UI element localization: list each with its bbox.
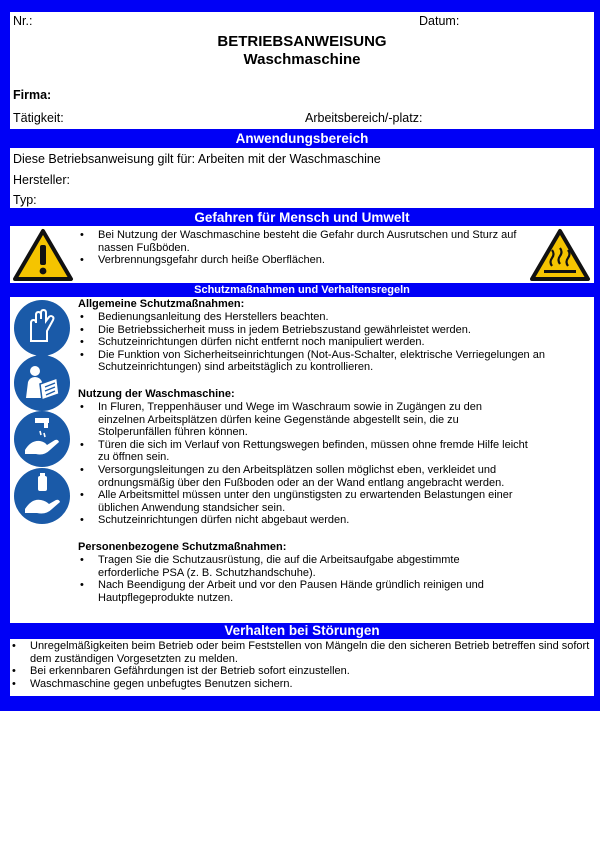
schutz-content	[78, 298, 590, 604]
list-item: • Verbrennungsgefahr durch heiße Oberflächen.	[78, 254, 524, 267]
list-item: • Die Funktion von Sicherheitseinrichtungen (Not-Aus-Schalter, elektrische Verriegelungen an Schutzeinrichtungen) sind arbeitstäglich zu kontrollieren.	[78, 349, 590, 374]
nutzung-list	[78, 401, 590, 527]
list-item: • Unregelmäßigkeiten beim Betrieb oder beim Feststellen von Mängeln die den sicheren Betrieb betreffen sind sofort dem zuständigen Vorgesetzten zu melden.	[10, 640, 590, 665]
list-item: • Bei Nutzung der Waschmaschine besteht die Gefahr durch Ausrutschen und Sturz auf nassen Fußböden.	[78, 229, 524, 254]
allgemeine-list	[78, 311, 590, 374]
hot-surface-warning-icon	[529, 228, 591, 282]
allgemeine-heading: Allgemeine Schutzmaßnahmen:	[78, 298, 245, 310]
list-item: • Türen die sich im Verlauf von Rettungswegen befinden, müssen ohne fremde Hilfe leicht zu öffnen sein.	[78, 439, 590, 464]
list-item: • Bedienungsanleitung des Herstellers beachten.	[78, 311, 590, 324]
hersteller-label: Hersteller:	[13, 173, 70, 187]
wear-gloves-icon	[13, 299, 71, 357]
list-item: • Versorgungsleitungen zu den Arbeitsplätzen sollen möglichst eben, verkleidet und ordnungsmäßig über den Fußboden oder an der Wand entlang angebracht werden.	[78, 464, 590, 489]
list-item: • Schutzeinrichtungen dürfen nicht entfernt noch manipuliert werden.	[78, 336, 590, 349]
read-manual-icon	[13, 354, 71, 412]
gefahren-box	[10, 226, 594, 283]
datum-label: Datum:	[419, 14, 460, 28]
stoerungen-heading: Verhalten bei Störungen	[224, 623, 380, 638]
taetigkeit-label: Tätigkeit:	[13, 111, 64, 125]
gefahren-list	[78, 229, 524, 267]
typ-label: Typ:	[13, 193, 37, 207]
arbeitsbereich-label: Arbeitsbereich/-platz:	[305, 111, 423, 125]
list-item: • Tragen Sie die Schutzausrüstung, die auf die Arbeitsaufgabe abgestimmte erforderliche PSA (z. B. Schutzhandschuhe).	[78, 554, 590, 579]
list-item: • Schutzeinrichtungen dürfen nicht abgebaut werden.	[78, 514, 590, 527]
stoerungen-box	[10, 639, 594, 696]
firma-label: Firma:	[13, 88, 52, 102]
header-box	[10, 12, 594, 129]
nr-label: Nr.:	[13, 14, 33, 28]
anwendungsbereich-heading: Anwendungsbereich	[235, 131, 369, 146]
page-title: BETRIEBSANWEISUNG	[217, 33, 387, 50]
schutz-box	[10, 297, 594, 623]
list-item: • In Fluren, Treppenhäuser und Wege im Waschraum sowie in Zugängen zu den einzelnen Arbeitsplätzen dürfen keine Gegenstände abgestellt sein, die zu Stolperunfällen führen können.	[78, 401, 590, 439]
list-item: • Die Betriebssicherheit muss in jedem Betriebszustand gewährleistet werden.	[78, 324, 590, 337]
schutz-heading: Schutzmaßnahmen und Verhaltensregeln	[194, 284, 410, 296]
wash-hands-icon	[13, 410, 71, 468]
list-item: • Bei erkennbaren Gefährdungen ist der Betrieb sofort einzustellen.	[10, 665, 590, 678]
personen-list	[78, 554, 590, 604]
gilt-fuer-text: Diese Betriebsanweisung gilt für: Arbeiten mit der Waschmaschine	[13, 152, 381, 166]
gefahren-heading: Gefahren für Mensch und Umwelt	[194, 210, 410, 225]
general-warning-icon	[12, 228, 74, 282]
list-item: • Nach Beendigung der Arbeit und vor den Pausen Hände gründlich reinigen und Hautpflegeprodukte nutzen.	[78, 579, 590, 604]
nutzung-heading: Nutzung der Waschmaschine:	[78, 387, 235, 400]
apply-skin-cream-icon	[13, 467, 71, 525]
stoerungen-list	[10, 640, 590, 690]
list-item: • Alle Arbeitsmittel müssen unter den ungünstigsten zu erwartenden Belastungen einer üblichen Anwendung standsicher sein.	[78, 489, 590, 514]
list-item: • Waschmaschine gegen unbefugtes Benutzen sichern.	[10, 678, 590, 691]
page-subtitle: Waschmaschine	[243, 51, 361, 68]
personen-heading: Personenbezogene Schutzmaßnahmen:	[78, 540, 287, 553]
anwendungsbereich-box	[10, 148, 594, 208]
